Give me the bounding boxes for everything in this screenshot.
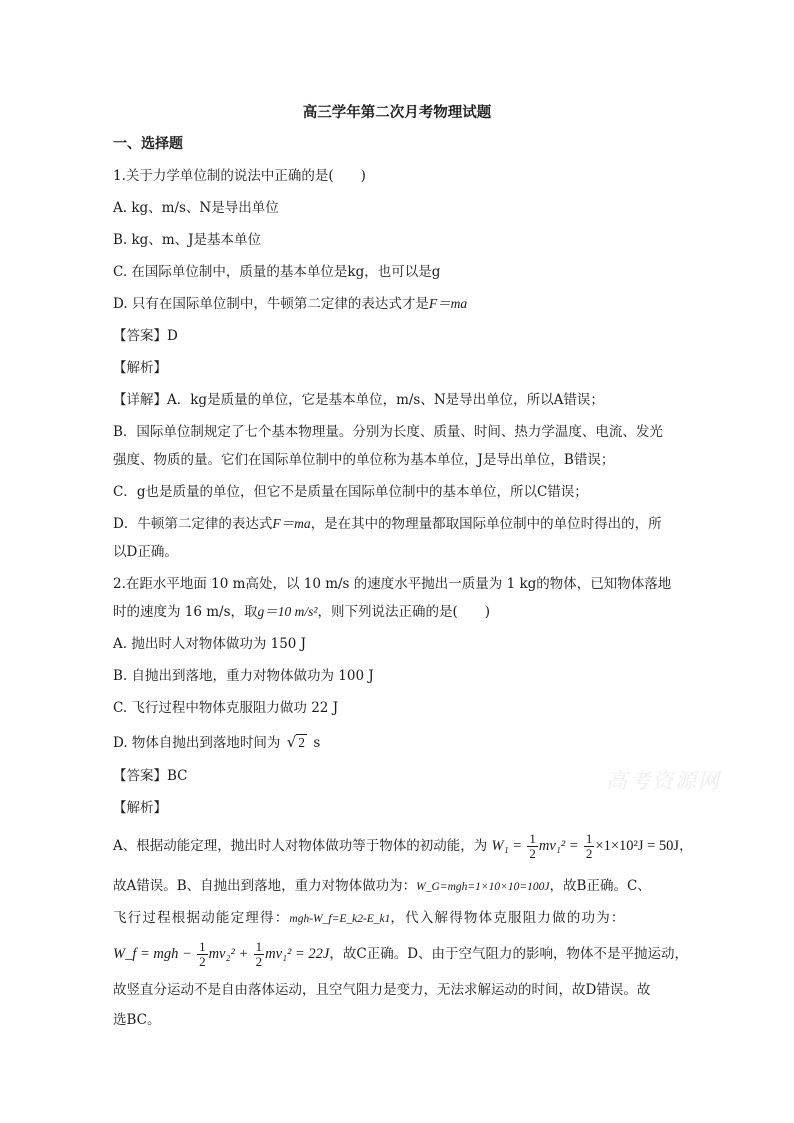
- q1-detail-d1: [113, 514, 662, 534]
- q2-analysis-line-1: [113, 832, 693, 861]
- q2-option-c: C. 飞行过程中物体克服阻力做功 22 J: [113, 700, 339, 716]
- q1-detail-d2: 以D正确。: [113, 544, 178, 560]
- q1-detail-formula: F＝ma: [272, 516, 311, 531]
- q1-detail-a: 【详解】A．kg是质量的单位，它是基本单位，m/s、N是导出单位，所以A错误；: [113, 392, 604, 408]
- q2-analysis-d-text: ，故C正确。D、由于空气阻力的影响，物体不是平抛运动，: [329, 946, 689, 962]
- q1-detail-b2: 强度、物质的量。它们在国际单位制中的单位称为基本单位，J是导出单位，B错误；: [113, 452, 615, 468]
- q2-analysis-line-2: [113, 876, 651, 897]
- q2-option-d: [113, 732, 320, 753]
- kinetic-term-1: mv₁² =: [538, 838, 579, 854]
- q1-detail-d-text: D．牛顿第二定律的表达式: [113, 516, 273, 532]
- q2-analysis-c-rest: ，代入解得物体克服阻力做的功为：: [390, 910, 626, 926]
- q2-analysis-b-text: 故A错误。B、自抛出到落地，重力对物体做功为：: [113, 878, 417, 894]
- fraction-half: $\frac{1}{2}$: [585, 831, 593, 861]
- q1-detail-c: C．g也是质量的单位，但它不是质量在国际单位制中的基本单位，所以C错误；: [113, 484, 588, 500]
- sqrt-argument: 2: [298, 735, 306, 750]
- q1-option-d: [113, 294, 467, 314]
- q2-stem-1: 2.在距水平地面 10 m高处，以 10 m/s 的速度水平抛出一质量为 1 kg的物体，已知物体落地: [113, 576, 672, 592]
- q1-option-a: A. kg、m/s、N是导出单位: [113, 200, 279, 216]
- page-title: 高三学年第二次月考物理试题: [302, 104, 492, 121]
- q1-detail-b1: B．国际单位制规定了七个基本物理量。分别为长度、质量、时间、热力学温度、电流、发光: [113, 424, 663, 440]
- q2-g-value: g＝10 m/s²: [257, 604, 318, 619]
- wf-result: mv₁² = 22J: [265, 946, 330, 962]
- q1-option-b: B. kg、m、J是基本单位: [113, 232, 262, 248]
- fraction-half: $\frac{1}{2}$: [199, 939, 206, 969]
- q2-answer: 【答案】BC: [113, 768, 188, 784]
- watermark: 高考资源网: [606, 769, 721, 793]
- q1-formula: F＝ma: [428, 296, 468, 311]
- q2-unit-s: s: [313, 735, 321, 751]
- q1-option-d-text: D. 只有在国际单位制中，牛顿第二定律的表达式才是: [113, 296, 429, 312]
- q2-option-a: A. 抛出时人对物体做功为 150 J: [113, 636, 307, 652]
- w1-result: ×1×10²J = 50J: [595, 838, 680, 854]
- q1-analysis-label: 【解析】: [113, 360, 167, 376]
- q2-analysis-line-3: [113, 908, 626, 929]
- q1-answer: 【答案】D: [113, 328, 178, 344]
- q2-analysis-b-rest: ，故B正确。C、: [549, 878, 651, 894]
- section-heading: 一、选择题: [113, 136, 183, 152]
- q2-stem-2a: 时的速度为 16 m/s，取: [113, 604, 258, 620]
- q1-detail-d-rest: ，是在其中的物理量都取国际单位制中的单位时得出的，所: [310, 516, 662, 532]
- fraction-half: $\frac{1}{2}$: [255, 939, 263, 969]
- w1-symbol: W₁ =: [491, 838, 523, 854]
- kinetic-term-2: mv₂² +: [208, 946, 249, 962]
- sqrt-symbol: √ 2: [286, 733, 306, 751]
- q1-stem: 1.关于力学单位制的说法中正确的是( ): [113, 168, 366, 184]
- q2-analysis-c-text: 飞行过程根据动能定理得：: [113, 910, 290, 926]
- energy-theorem-formula: mgh-W_f=E_k2-E_k1: [289, 913, 391, 925]
- q2-option-d-text: D. 物体自抛出到落地时间为: [113, 735, 281, 751]
- comma: ，: [679, 838, 693, 854]
- q2-analysis-line-4: [113, 940, 688, 969]
- fraction-half: $\frac{1}{2}$: [529, 831, 536, 861]
- q2-analysis-a-text: A、根据动能定理，抛出时人对物体做功等于物体的初动能，为: [113, 838, 488, 854]
- q2-analysis-line-6: 选BC。: [113, 1012, 161, 1028]
- q2-stem-2: [113, 602, 490, 622]
- q2-analysis-line-5: 故竖直分运动不是自由落体运动，且空气阻力是变力，无法求解运动的时间，故D错误。故: [113, 982, 651, 998]
- q2-analysis-label: 【解析】: [113, 800, 167, 816]
- wf-formula-start: W_f = mgh −: [113, 946, 192, 962]
- wg-formula: W_G=mgh=1×10×10=100J: [416, 881, 550, 893]
- q2-option-b: B. 自抛出到落地，重力对物体做功为 100 J: [113, 668, 374, 684]
- q2-stem-2b: ，则下列说法正确的是( ): [317, 604, 491, 620]
- q1-option-c: C. 在国际单位制中，质量的基本单位是kg，也可以是g: [113, 264, 441, 280]
